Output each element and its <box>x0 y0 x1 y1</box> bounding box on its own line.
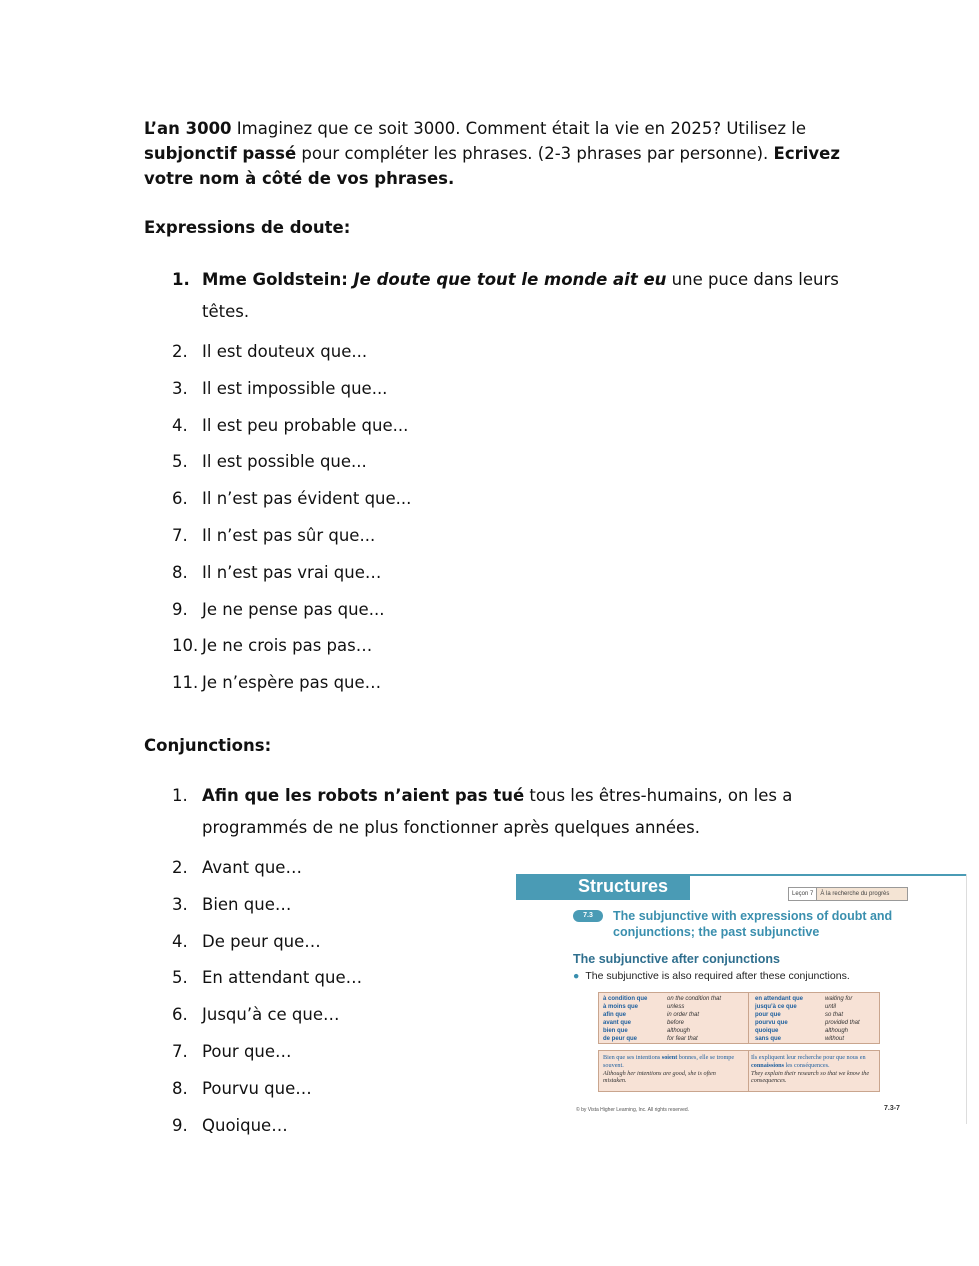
example-fr: Bien que ses intentions <box>603 1054 662 1061</box>
table-cell: until <box>825 1004 837 1010</box>
example-box <box>598 1050 880 1092</box>
list-item-text: Jusqu’à ce que… <box>202 1005 340 1025</box>
list-number: 11. <box>172 673 199 693</box>
table-cell: waiting for <box>825 996 853 1002</box>
bullet-icon: ● <box>573 970 580 982</box>
list-item <box>172 338 839 375</box>
table-cell: sans que <box>755 1036 782 1042</box>
excerpt-bullet <box>573 970 850 982</box>
list-number: 6. <box>172 489 188 509</box>
list-item-text: Bien que… <box>202 894 292 914</box>
list-number: 5. <box>172 968 188 988</box>
student-name: Mme Goldstein: <box>202 270 354 289</box>
list-number: 4. <box>172 415 188 435</box>
table-cell: in order that <box>667 1012 700 1018</box>
example-en: They explain their research so that we know the consequences. <box>751 1069 870 1085</box>
table-cell: for fear that <box>667 1036 698 1042</box>
table-cell: pourvu que <box>755 1020 788 1026</box>
list-number: 2. <box>172 858 188 877</box>
list-item <box>172 448 839 485</box>
list-item <box>172 375 839 412</box>
list-number: 8. <box>172 562 188 582</box>
example-en: Although her intentions are good, she is often mistaken. <box>603 1069 716 1085</box>
instructions-bold-name: Ecrivez votre nom à côté de vos phrases. <box>144 144 840 188</box>
list-item-text: De peur que… <box>202 931 321 951</box>
example-fr: les conséquences. <box>784 1061 830 1069</box>
doute-list <box>172 266 839 706</box>
list-item-text: Je ne crois pas pas… <box>202 636 373 656</box>
example-phrase: Je doute que tout le monde ait eu <box>353 270 667 289</box>
list-number: 4. <box>172 931 188 951</box>
list-item-text: Il n’est pas évident que... <box>202 489 412 509</box>
table-cell: pour que <box>755 1012 781 1018</box>
table-cell: jusqu’à ce que <box>755 1004 797 1010</box>
list-number: 5. <box>172 452 188 472</box>
list-item <box>172 485 839 522</box>
doute-item-1 <box>172 266 839 338</box>
bullet-text: The subjunctive is also required after these conjunctions. <box>585 970 850 982</box>
example-divider <box>748 1051 749 1091</box>
conj-col-2 <box>755 995 803 1043</box>
lecon-title: À la recherche du progrès <box>820 891 890 897</box>
example-continuation: programmés de ne plus fonctionner après quelques années. <box>202 818 701 837</box>
list-number: 1. <box>172 786 188 805</box>
table-cell: à condition que <box>603 996 648 1002</box>
list-item-text: Avant que… <box>202 858 302 877</box>
table-cell: although <box>825 1028 849 1034</box>
table-cell: unless <box>667 1004 685 1010</box>
example-2 <box>751 1054 875 1085</box>
table-cell: avant que <box>603 1020 632 1026</box>
copyright: © by Vista Higher Learning, Inc. All rights reserved. <box>576 1107 690 1113</box>
list-item-text: Il n’est pas sûr que... <box>202 525 376 545</box>
lecon-number: Leçon 7 <box>789 888 817 900</box>
example-rest: tous les êtres-humains, on les a <box>524 786 793 805</box>
table-cell: en attendant que <box>755 996 804 1002</box>
list-number: 2. <box>172 342 188 361</box>
list-item-text: En attendant que… <box>202 968 363 988</box>
banner-rule <box>690 874 966 876</box>
instructions-bold-subjonctif: subjonctif passé <box>144 144 297 163</box>
section-title-doute: Expressions de doute: <box>144 218 351 237</box>
translation-col-1 <box>667 995 721 1043</box>
list-item-text: Quoique… <box>202 1115 288 1135</box>
list-item-text: Il n’est pas vrai que… <box>202 562 382 582</box>
page-ref: 7.3-7 <box>884 1105 900 1112</box>
table-cell: without <box>825 1036 845 1042</box>
instructions-text-2: pour compléter les phrases. (2-3 phrases par personne). <box>296 144 774 163</box>
excerpt-subheading: The subjunctive after conjunctions <box>573 952 780 966</box>
section-badge: 7.3 <box>573 910 603 922</box>
example-fr: bonnes, elle se trompe souvent. <box>603 1054 735 1069</box>
list-item-text: Il est possible que... <box>202 452 367 472</box>
example-fr-bold: soient <box>661 1054 678 1061</box>
table-cell: although <box>667 1028 691 1034</box>
list-number: 9. <box>172 1115 188 1135</box>
translation-col-2 <box>825 995 860 1043</box>
list-item <box>172 559 839 596</box>
list-number: 9. <box>172 599 188 619</box>
list-number: 10. <box>172 636 199 656</box>
lecon-tag <box>788 887 908 901</box>
list-number: 7. <box>172 1041 188 1061</box>
table-cell: bien que <box>603 1028 628 1034</box>
structures-banner <box>516 874 690 900</box>
list-item-text: Je n’espère pas que… <box>202 673 382 693</box>
list-item-text: Il est impossible que... <box>202 378 388 398</box>
assignment-title: L’an 3000 <box>144 119 232 138</box>
list-item-text: Il est douteux que... <box>202 342 368 361</box>
list-number: 3. <box>172 894 188 914</box>
excerpt-heading: The subjunctive with expressions of doubt and conjunctions; the past subjunctive <box>613 909 893 939</box>
example-continuation: têtes. <box>202 302 250 321</box>
section-title-conjunctions: Conjunctions: <box>144 736 272 755</box>
textbook-excerpt <box>516 874 967 1124</box>
example-fr-bold: connaissions <box>751 1061 785 1069</box>
list-item-text: Il est peu probable que... <box>202 415 409 435</box>
list-number: 1. <box>172 270 190 289</box>
example-1 <box>603 1054 737 1085</box>
list-number: 3. <box>172 378 188 398</box>
list-item <box>172 412 839 449</box>
table-divider <box>748 993 749 1043</box>
table-cell: so that <box>825 1012 844 1018</box>
list-number: 8. <box>172 1078 188 1098</box>
list-item <box>172 632 839 669</box>
example-phrase: Afin que les robots n’aient pas tué <box>202 786 525 805</box>
list-number: 7. <box>172 525 188 545</box>
table-cell: on the condition that <box>667 996 722 1002</box>
table-cell: afin que <box>603 1012 627 1018</box>
table-cell: before <box>667 1020 685 1026</box>
instructions-text-1: Imaginez que ce soit 3000. Comment était la vie en 2025? Utilisez le <box>231 119 807 138</box>
list-number: 6. <box>172 1005 188 1025</box>
table-cell: provided that <box>825 1020 860 1026</box>
conj-item-1 <box>172 782 792 854</box>
list-item-text: Je ne pense pas que... <box>202 599 385 619</box>
list-item <box>172 596 839 633</box>
banner-title: Structures <box>578 876 669 896</box>
list-item-text: Pour que… <box>202 1041 292 1061</box>
example-fr: Ils expliquent leur recherche pour que nous en <box>751 1054 866 1061</box>
instructions <box>144 116 844 191</box>
list-item <box>172 522 839 559</box>
table-cell: de peur que <box>603 1036 638 1042</box>
conj-col-1 <box>603 995 647 1043</box>
list-item-text: Pourvu que… <box>202 1078 312 1098</box>
table-cell: à moins que <box>603 1004 639 1010</box>
table-cell: quoique <box>755 1028 779 1034</box>
example-rest: une puce dans leurs <box>666 270 839 289</box>
conjunction-table <box>598 992 880 1044</box>
list-item <box>172 669 839 706</box>
